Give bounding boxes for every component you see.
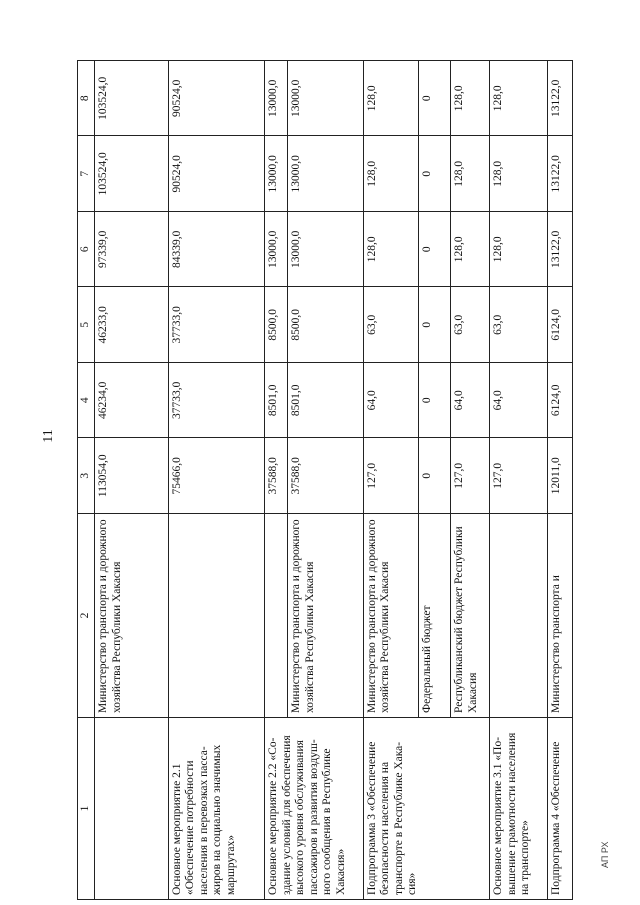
program-cell: Основное мероприятие 2.1 «Обеспечение потребности населения в перевозках пасса-жиров на социально значимых маршрутах» <box>168 718 265 900</box>
value-cell: 127,0 <box>490 438 547 514</box>
responsible-cell: Министерство транспорта и дорожного хозяйства Республики Хакасия <box>95 514 169 718</box>
program-cell: Подпрограмма 3 «Обеспечение безопасности населения на транспорте в Республике Хака-сия» <box>363 718 489 900</box>
value-cell: 128,0 <box>363 136 418 212</box>
value-cell: 13000,0 <box>288 136 364 212</box>
value-cell: 37588,0 <box>288 438 364 514</box>
value-cell: 13000,0 <box>265 212 288 288</box>
responsible-cell: Министерство транспорта и дорожного хозяйства Республики Хакасия <box>363 514 418 718</box>
value-cell: 63,0 <box>490 287 547 363</box>
value-cell: 128,0 <box>490 212 547 288</box>
value-cell: 64,0 <box>363 363 418 439</box>
value-cell: 128,0 <box>363 212 418 288</box>
value-cell: 0 <box>419 212 451 288</box>
value-cell: 128,0 <box>490 136 547 212</box>
responsible-cell <box>168 514 265 718</box>
value-cell: 46233,0 <box>95 287 169 363</box>
value-cell: 13122,0 <box>547 212 572 288</box>
header-cell: 4 <box>78 363 95 439</box>
value-cell: 8500,0 <box>288 287 364 363</box>
value-cell: 75466,0 <box>168 438 265 514</box>
value-cell: 37733,0 <box>168 363 265 439</box>
value-cell: 13000,0 <box>265 136 288 212</box>
page-number: 11 <box>41 429 56 443</box>
value-cell: 63,0 <box>451 287 490 363</box>
header-cell: 2 <box>78 514 95 718</box>
value-cell: 63,0 <box>363 287 418 363</box>
value-cell: 8500,0 <box>265 287 288 363</box>
responsible-cell <box>265 514 288 718</box>
program-cell <box>95 718 169 900</box>
budget-table <box>77 60 573 900</box>
header-cell: 6 <box>78 212 95 288</box>
value-cell: 128,0 <box>451 136 490 212</box>
program-cell: Основное мероприятие 3.1 «По-вышение грамотности населения на транспорте» <box>490 718 547 900</box>
value-cell: 0 <box>419 61 451 137</box>
header-cell: 5 <box>78 287 95 363</box>
header-cell: 7 <box>78 136 95 212</box>
value-cell: 37733,0 <box>168 287 265 363</box>
table-row <box>490 61 547 900</box>
responsible-cell: Министерство транспорта и <box>547 514 572 718</box>
archive-stamp: АП РХ <box>600 841 610 868</box>
table-row <box>265 61 288 900</box>
value-cell: 46234,0 <box>95 363 169 439</box>
value-cell: 0 <box>419 136 451 212</box>
value-cell: 0 <box>419 287 451 363</box>
value-cell: 0 <box>419 363 451 439</box>
header-cell: 8 <box>78 61 95 137</box>
value-cell: 8501,0 <box>265 363 288 439</box>
value-cell: 97339,0 <box>95 212 169 288</box>
value-cell: 128,0 <box>363 61 418 137</box>
value-cell: 127,0 <box>451 438 490 514</box>
responsible-cell: Федеральный бюджет <box>419 514 451 718</box>
header-cell: 3 <box>78 438 95 514</box>
value-cell: 128,0 <box>451 61 490 137</box>
value-cell: 13122,0 <box>547 136 572 212</box>
program-cell: Подпрограмма 4 «Обеспечение <box>547 718 572 900</box>
value-cell: 103524,0 <box>95 61 169 137</box>
value-cell: 6124,0 <box>547 363 572 439</box>
table-row <box>168 61 265 900</box>
header-row <box>78 61 95 900</box>
value-cell: 13122,0 <box>547 61 572 137</box>
value-cell: 0 <box>419 438 451 514</box>
value-cell: 64,0 <box>490 363 547 439</box>
program-cell: Основное мероприятие 2.2 «Со-здание условий для обеспечения высокого уровня обслуживания пассажиров и развития воздуш-ного сообщения в Республике Хакасия» <box>265 718 364 900</box>
table-row <box>95 61 169 900</box>
value-cell: 13000,0 <box>288 212 364 288</box>
value-cell: 128,0 <box>451 212 490 288</box>
value-cell: 90524,0 <box>168 136 265 212</box>
value-cell: 90524,0 <box>168 61 265 137</box>
responsible-cell <box>490 514 547 718</box>
value-cell: 13000,0 <box>288 61 364 137</box>
value-cell: 13000,0 <box>265 61 288 137</box>
responsible-cell: Министерство транспорта и дорожного хозяйства Республики Хакасия <box>288 514 364 718</box>
value-cell: 84339,0 <box>168 212 265 288</box>
responsible-cell: Республиканский бюджет Республики Хакасия <box>451 514 490 718</box>
value-cell: 128,0 <box>490 61 547 137</box>
value-cell: 37588,0 <box>265 438 288 514</box>
value-cell: 6124,0 <box>547 287 572 363</box>
table-row <box>363 61 418 900</box>
value-cell: 127,0 <box>363 438 418 514</box>
value-cell: 8501,0 <box>288 363 364 439</box>
value-cell: 103524,0 <box>95 136 169 212</box>
table-row <box>547 61 572 900</box>
header-cell: 1 <box>78 718 95 900</box>
value-cell: 113054,0 <box>95 438 169 514</box>
rotated-table-wrapper <box>77 60 573 900</box>
value-cell: 12011,0 <box>547 438 572 514</box>
value-cell: 64,0 <box>451 363 490 439</box>
